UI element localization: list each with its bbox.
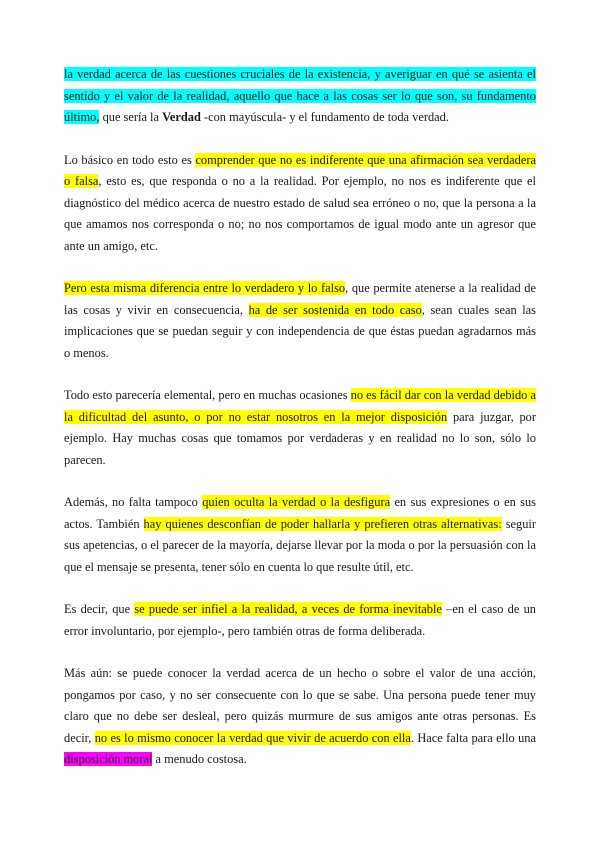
highlight-yellow: se puede ser infiel a la realidad, a veces de forma inevitable	[134, 602, 442, 616]
paragraph-1	[64, 64, 536, 129]
text-span: que sería la	[99, 110, 163, 124]
highlight-cyan: la verdad acerca de las cuestiones cruciales de la existencia, y averiguar en qué se asienta el sentido y el valor de la realidad, aquello que hace a las cosas ser lo que son, su fundamento último,	[64, 67, 536, 124]
paragraph-5	[64, 492, 536, 578]
text-span: en sus expresiones o en sus actos. También	[64, 495, 536, 531]
text-span: -con mayúscula- y el fundamento de toda verdad.	[200, 110, 449, 124]
text-span: para juzgar, por ejemplo. Hay muchas cosas que tomamos por verdaderas y en realidad no lo son, sólo lo parecen.	[64, 409, 536, 467]
text-span: Es decir, que	[64, 602, 135, 616]
highlight-yellow: comprender que no es indiferente que una afirmación sea verdadera o falsa	[64, 152, 536, 188]
highlight-magenta: disposición moral	[64, 752, 153, 766]
text-span: a menudo costosa.	[152, 752, 247, 766]
highlight-yellow: quien oculta la verdad o la desfigura	[202, 495, 391, 509]
text-span: , que permite atenerse a la realidad de las cosas y vivir en consecuencia,	[64, 281, 536, 317]
text-span: , sean cuales sean las implicaciones que se puedan seguir y con independencia de que éstas puedan agradarnos más o menos.	[64, 302, 536, 360]
paragraph-3	[64, 278, 536, 364]
text-span: Lo básico en todo esto es	[64, 152, 196, 167]
text-span: . Hace falta para ello una	[410, 730, 536, 745]
highlight-yellow: no es fácil dar con la verdad debido a la dificultad del asunto, o por no estar nosotros en la mejor disposición	[64, 388, 536, 424]
text-span: Más aún: se puede conocer la verdad acerca de un hecho o sobre el valor de una acción, pongamos por caso, y no ser consecuente con lo que se sabe. Una persona puede tener muy claro que no debe ser desleal, pero quizás murmure de sus amigos ante otras personas. Es decir,	[64, 666, 536, 745]
highlight-yellow: Pero esta misma diferencia entre lo verdadero y lo falso	[64, 281, 346, 295]
text-span: seguir sus apetencias, o el parecer de la mayoría, dejarse llevar por la moda o por la persuasión con la que el mensaje se presenta, tener sólo en cuenta lo que resulte útil, etc.	[64, 516, 536, 574]
text-span: , esto es, que responda o no a la realidad. Por ejemplo, no nos es indiferente que el diagnóstico del médico acerca de nuestro estado de salud sea erróneo o no, que la persona a la que amamos nos corresponda o no; no nos comportamos de igual modo ante un agresor que ante un amigo, etc.	[64, 174, 536, 253]
text-span: –en el caso de un error involuntario, por ejemplo-, pero también otras de forma deliberada.	[64, 602, 536, 638]
paragraph-2	[64, 150, 536, 258]
paragraph-4	[64, 385, 536, 471]
highlight-yellow: ha de ser sostenida en todo caso	[248, 302, 422, 317]
paragraph-7	[64, 663, 536, 771]
paragraph-6	[64, 599, 536, 642]
text-span: Todo esto parecería elemental, pero en muchas ocasiones	[64, 388, 351, 402]
bold-term-verdad: Verdad	[162, 110, 201, 124]
highlight-yellow: hay quienes desconfían de poder hallarla y prefieren otras alternativas:	[143, 516, 502, 531]
highlight-yellow: no es lo mismo conocer la verdad que vivir de acuerdo con ella	[94, 730, 411, 745]
text-span: Además, no falta tampoco	[64, 495, 203, 509]
